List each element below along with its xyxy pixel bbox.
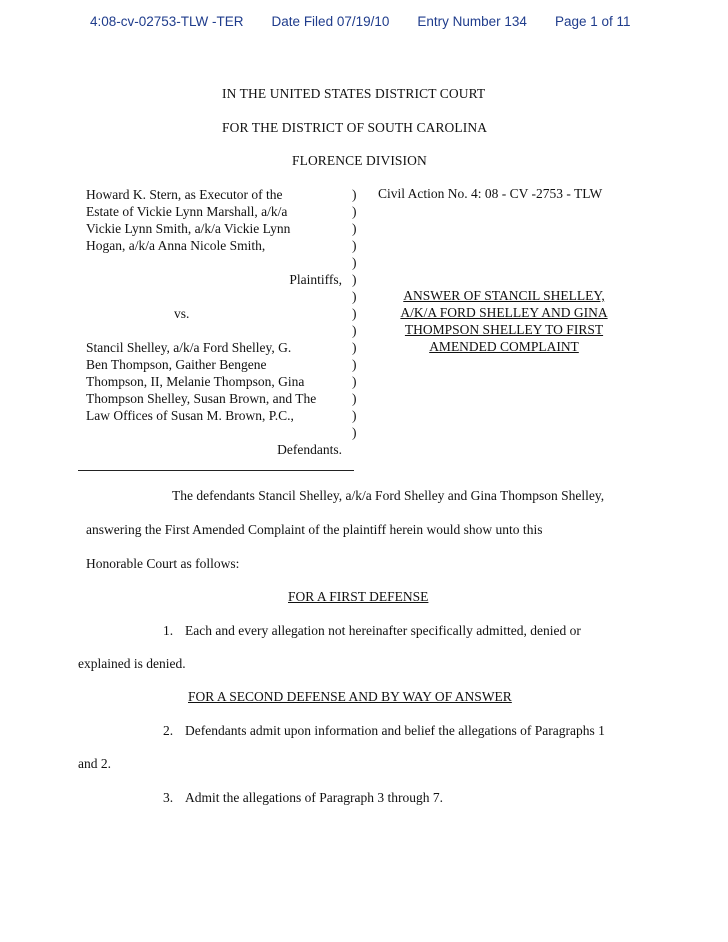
paragraph-text: Each and every allegation not hereinafter specifically admitted, denied or	[185, 623, 581, 638]
page-number: Page 1 of 11	[554, 14, 631, 29]
case-caption-parties	[86, 186, 346, 458]
plaintiff-line: Vickie Lynn Smith, a/k/a Vickie Lynn	[86, 221, 291, 236]
paren: )	[352, 255, 357, 270]
paren: )	[352, 425, 357, 440]
paragraph-2-continued: and 2.	[78, 756, 111, 771]
paragraph-number: 2.	[163, 723, 174, 738]
entry-number: Entry Number 134	[417, 14, 527, 29]
paren: )	[352, 238, 357, 253]
paragraph-text: Defendants admit upon information and belief the allegations of Paragraphs 1	[185, 723, 605, 738]
defendant-line: Thompson Shelley, Susan Brown, and The	[86, 391, 317, 406]
civil-action-number: Civil Action No. 4: 08 - CV -2753 - TLW	[378, 186, 603, 201]
defendant-line: Ben Thompson, Gaither Bengene	[86, 357, 267, 372]
title-line: THOMPSON SHELLEY TO FIRST	[404, 322, 604, 337]
defendant-line: Stancil Shelley, a/k/a Ford Shelley, G.	[86, 340, 292, 355]
paren: )	[352, 374, 357, 389]
court-district: FOR THE DISTRICT OF SOUTH CAROLINA	[222, 120, 488, 135]
intro-paragraph-line: The defendants Stancil Shelley, a/k/a Ford Shelley and Gina Thompson Shelley,	[172, 488, 605, 503]
court-name: IN THE UNITED STATES DISTRICT COURT	[222, 86, 486, 101]
plaintiff-line: Estate of Vickie Lynn Marshall, a/k/a	[86, 204, 288, 219]
document-title	[384, 287, 624, 355]
paren: )	[352, 323, 357, 338]
paragraph-number: 3.	[163, 790, 174, 805]
plaintiffs-label: Plaintiffs,	[289, 272, 342, 287]
paragraph-2	[163, 723, 605, 739]
filing-header	[90, 14, 650, 29]
paren: )	[352, 391, 357, 406]
intro-paragraph-line: Honorable Court as follows:	[86, 556, 240, 571]
intro-paragraph-line: answering the First Amended Complaint of the plaintiff herein would show unto this	[86, 522, 543, 537]
title-line: AMENDED COMPLAINT	[429, 339, 579, 354]
paren: )	[352, 289, 357, 304]
paren: )	[352, 408, 357, 423]
paren: )	[352, 221, 357, 236]
plaintiff-line: Hogan, a/k/a Anna Nicole Smith,	[86, 238, 266, 253]
defendants-label: Defendants.	[277, 442, 342, 457]
paren: )	[352, 204, 357, 219]
paragraph-3	[163, 790, 443, 806]
case-number: 4:08-cv-02753-TLW -TER	[90, 14, 244, 29]
section-heading-second-defense: FOR A SECOND DEFENSE AND BY WAY OF ANSWER	[188, 689, 512, 704]
blank-line	[86, 424, 346, 441]
plaintiff-line: Howard K. Stern, as Executor of the	[86, 187, 283, 202]
section-heading-first-defense: FOR A FIRST DEFENSE	[288, 589, 429, 604]
paren: )	[352, 272, 357, 287]
paragraph-1-continued: explained is denied.	[78, 656, 186, 671]
paren: )	[352, 340, 357, 355]
versus-label: vs.	[174, 306, 190, 321]
blank-line	[86, 322, 346, 339]
paren: )	[352, 306, 357, 321]
paragraph-text: Admit the allegations of Paragraph 3 through 7.	[185, 790, 443, 805]
paragraph-1	[163, 623, 581, 639]
caption-divider	[78, 470, 354, 471]
date-filed: Date Filed 07/19/10	[271, 14, 390, 29]
title-line: ANSWER OF STANCIL SHELLEY,	[403, 288, 605, 303]
paren: )	[352, 187, 357, 202]
defendant-line: Law Offices of Susan M. Brown, P.C.,	[86, 408, 294, 423]
defendant-line: Thompson, II, Melanie Thompson, Gina	[86, 374, 305, 389]
court-division: FLORENCE DIVISION	[292, 153, 427, 168]
blank-line	[86, 254, 346, 271]
title-line: A/K/A FORD SHELLEY AND GINA	[400, 305, 608, 320]
blank-line	[86, 288, 346, 305]
paragraph-number: 1.	[163, 623, 174, 638]
paren: )	[352, 357, 357, 372]
caption-paren-column	[352, 186, 357, 441]
